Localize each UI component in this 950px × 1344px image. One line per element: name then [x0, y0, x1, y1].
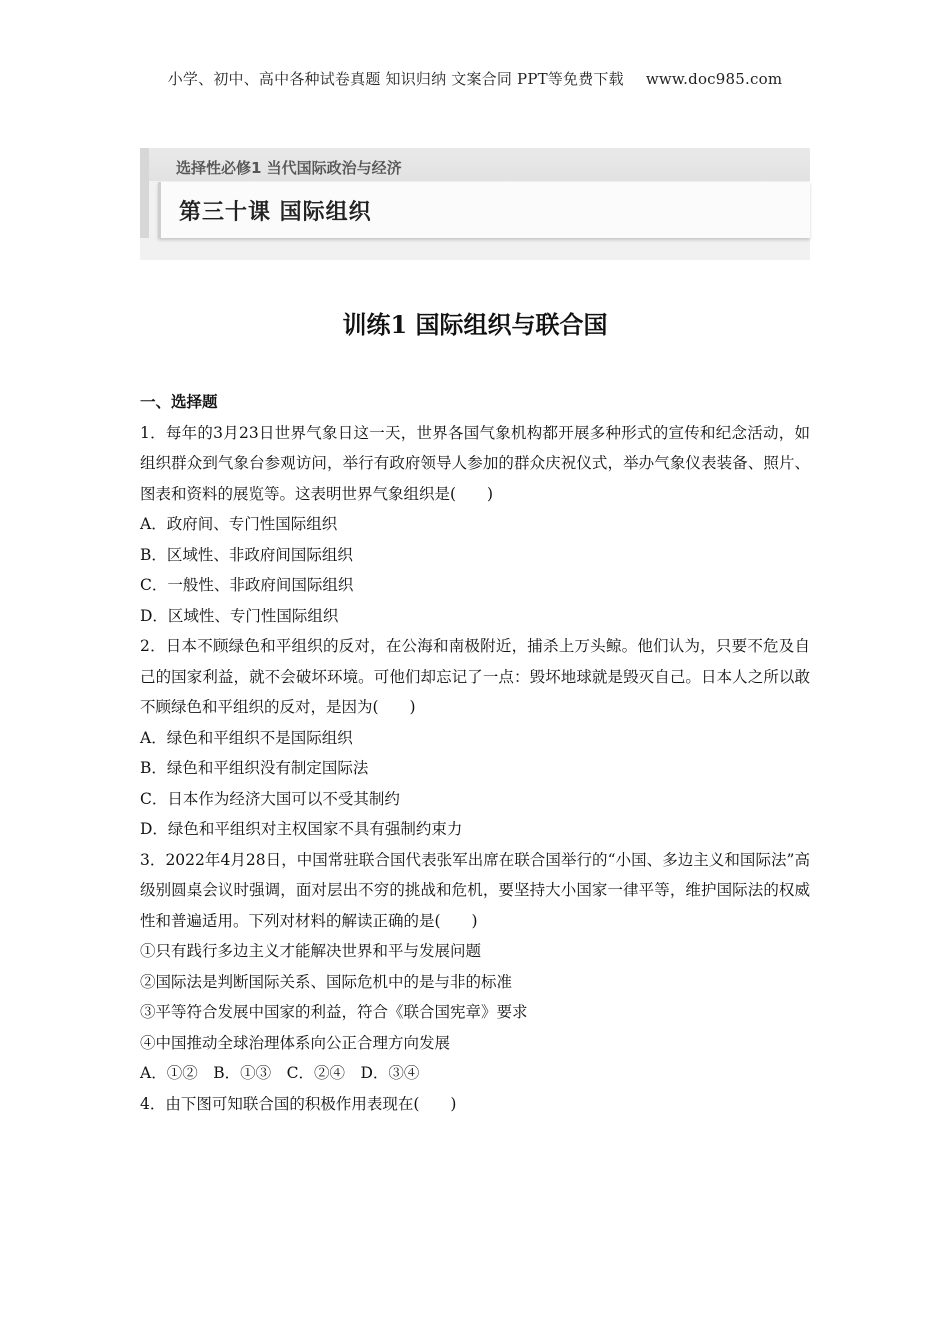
question-1-option-b: B．区域性、非政府间国际组织: [140, 545, 353, 564]
header-site-link[interactable]: www.doc985.com: [645, 70, 783, 88]
question-3-statement-1: ①只有践行多边主义才能解决世界和平与发展问题: [140, 942, 482, 960]
page-header: [0, 68, 950, 89]
question-2-stem: 2．日本不顾绿色和平组织的反对，在公海和南极附近，捕杀上万头鲸。他们认为，只要不危及自己的国家利益，就不会破坏环境。可他们却忘记了一点：毁坏地球就是毁灭自己。日本人之所以敢不顾绿色和平组织的反对，是因为( ): [140, 637, 810, 716]
question-content: [140, 387, 810, 1119]
question-1-option-c: C．一般性、非政府间国际组织: [140, 576, 354, 594]
chapter-title: 第三十课 国际组织: [179, 200, 372, 225]
question-3-statement-4: ④中国推动全球治理体系向公正合理方向发展: [140, 1033, 451, 1052]
question-1-stem: 1．每年的3月23日世界气象日这一天，世界各国气象机构都开展多种形式的宣传和纪念活动，如组织群众到气象台参观访问，举行有政府领导人参加的群众庆祝仪式，举办气象仪表装备、照片、图表和资料的展览等。这表明世界气象组织是( ): [140, 423, 810, 503]
question-3-statement-3: ③平等符合发展中国家的利益，符合《联合国宪章》要求: [140, 1003, 528, 1021]
question-3-options: A．①② B．①③ C．②④ D．③④: [140, 1064, 420, 1082]
chapter-left-bar: [140, 148, 149, 238]
lesson-title: 训练1 国际组织与联合国: [342, 310, 608, 339]
section-heading: 一、选择题: [140, 392, 218, 411]
question-1-option-d: D．区域性、专门性国际组织: [140, 606, 339, 625]
question-2-option-c: C．日本作为经济大国可以不受其制约: [140, 789, 400, 808]
header-banner-text: 小学、初中、高中各种试卷真题 知识归纳 文案合同 PPT等免费下载: [167, 70, 624, 88]
question-2-option-b: B．绿色和平组织没有制定国际法: [140, 759, 369, 777]
question-4-stem: 4．由下图可知联合国的积极作用表现在( ): [140, 1094, 457, 1113]
chapter-subtitle: 选择性必修1 当代国际政治与经济: [176, 159, 402, 177]
question-3-statement-2: ②国际法是判断国际关系、国际危机中的是与非的标准: [140, 972, 513, 991]
question-2-option-d: D．绿色和平组织对主权国家不具有强制约束力: [140, 820, 463, 838]
chapter-header: [140, 148, 810, 260]
chapter-title-card: [158, 182, 810, 238]
question-3-stem: 3．2022年4月28日，中国常驻联合国代表张军出席在联合国举行的“小国、多边主义和国际法”高级别圆桌会议时强调，面对层出不穷的挑战和危机，要坚持大小国家一律平等，维护国际法的权威性和普遍适用。下列对材料的解读正确的是( ): [140, 850, 810, 930]
question-1-option-a: A．政府间、专门性国际组织: [140, 515, 338, 533]
question-2-option-a: A．绿色和平组织不是国际组织: [140, 728, 353, 747]
